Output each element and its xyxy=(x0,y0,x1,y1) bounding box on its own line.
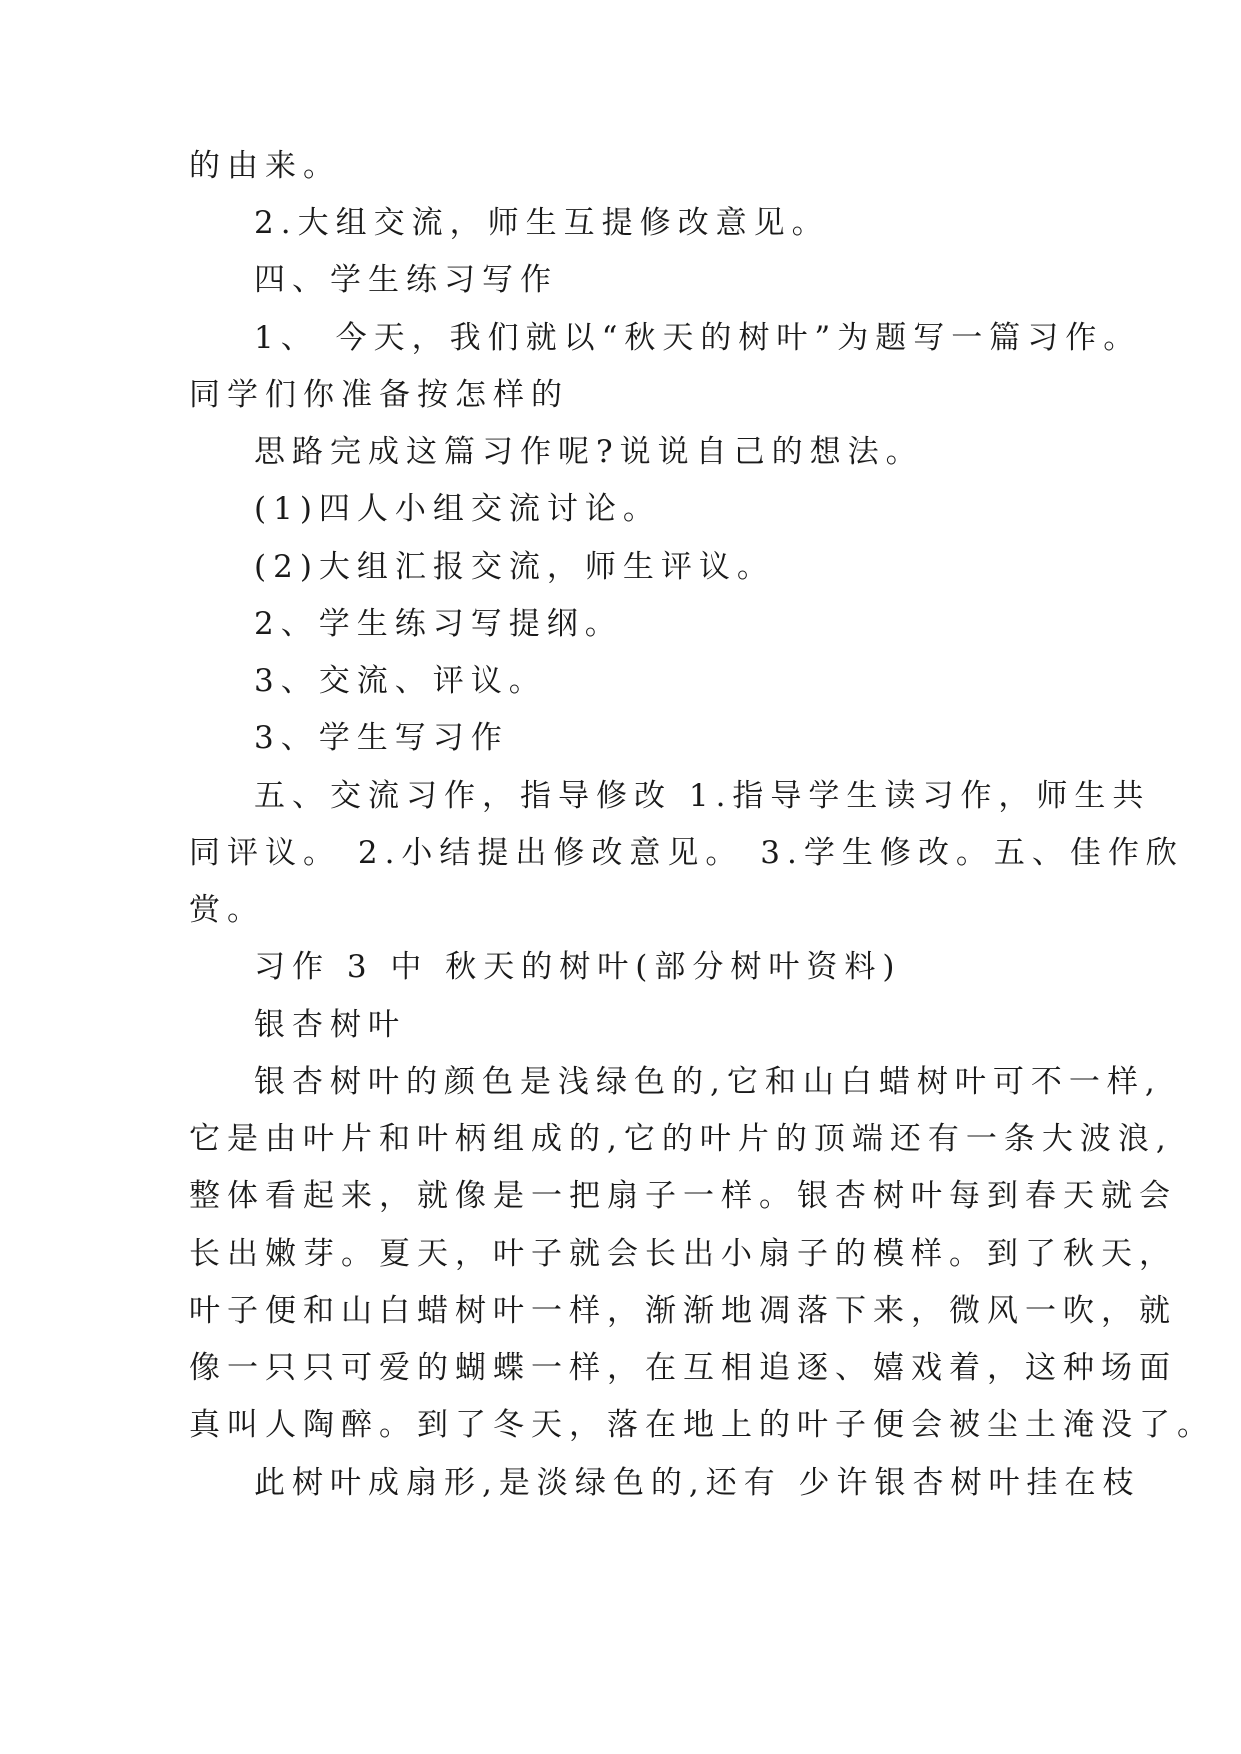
text-line: 此树叶成扇形,是淡绿色的,还有 少许银杏树叶挂在枝 xyxy=(254,1465,1141,1501)
text-line: 3、学生写习作 xyxy=(254,720,509,756)
subheading: 银杏树叶 xyxy=(254,1007,406,1043)
text-line: 银杏树叶的颜色是浅绿色的,它和山白蜡树叶可不一样, xyxy=(254,1064,1162,1100)
text-line: 长出嫩芽。夏天，叶子就会长出小扇子的模样。到了秋天， xyxy=(189,1236,1177,1272)
subtitle: 习作 3 中 秋天的树叶(部分树叶资料) xyxy=(254,949,902,985)
text-line: 的由来。 xyxy=(189,148,341,184)
text-line: 2、学生练习写提纲。 xyxy=(254,606,623,642)
text-line: 像一只只可爱的蝴蝶一样，在互相追逐、嬉戏着，这种场面 xyxy=(189,1350,1177,1386)
text-line: 叶子便和山白蜡树叶一样，渐渐地凋落下来，微风一吹，就 xyxy=(189,1293,1177,1329)
section-heading: 五、交流习作，指导修改 1.指导学生读习作，师生共 xyxy=(254,778,1151,814)
text-line: (2)大组汇报交流，师生评议。 xyxy=(254,549,775,585)
text-line: 赏。 xyxy=(189,892,265,928)
text-line: 它是由叶片和叶柄组成的,它的叶片的顶端还有一条大波浪, xyxy=(189,1121,1173,1157)
text-line: 2.大组交流，师生互提修改意见。 xyxy=(254,205,830,241)
text-line: 同学们你准备按怎样的 xyxy=(189,377,569,413)
text-line: 1、 今天，我们就以“秋天的树叶”为题写一篇习作。 xyxy=(254,320,1142,356)
text-line: (1)四人小组交流讨论。 xyxy=(254,491,661,527)
section-heading: 四、学生练习写作 xyxy=(254,262,558,298)
text-line: 思路完成这篇习作呢?说说自己的想法。 xyxy=(254,434,924,470)
text-line: 真叫人陶醉。到了冬天，落在地上的叶子便会被尘土淹没了。 xyxy=(189,1407,1215,1443)
text-line: 同评议。 2.小结提出修改意见。 3.学生修改。五、佳作欣 xyxy=(189,835,1184,871)
text-line: 3、交流、评议。 xyxy=(254,663,547,699)
text-line: 整体看起来，就像是一把扇子一样。银杏树叶每到春天就会 xyxy=(189,1178,1177,1214)
